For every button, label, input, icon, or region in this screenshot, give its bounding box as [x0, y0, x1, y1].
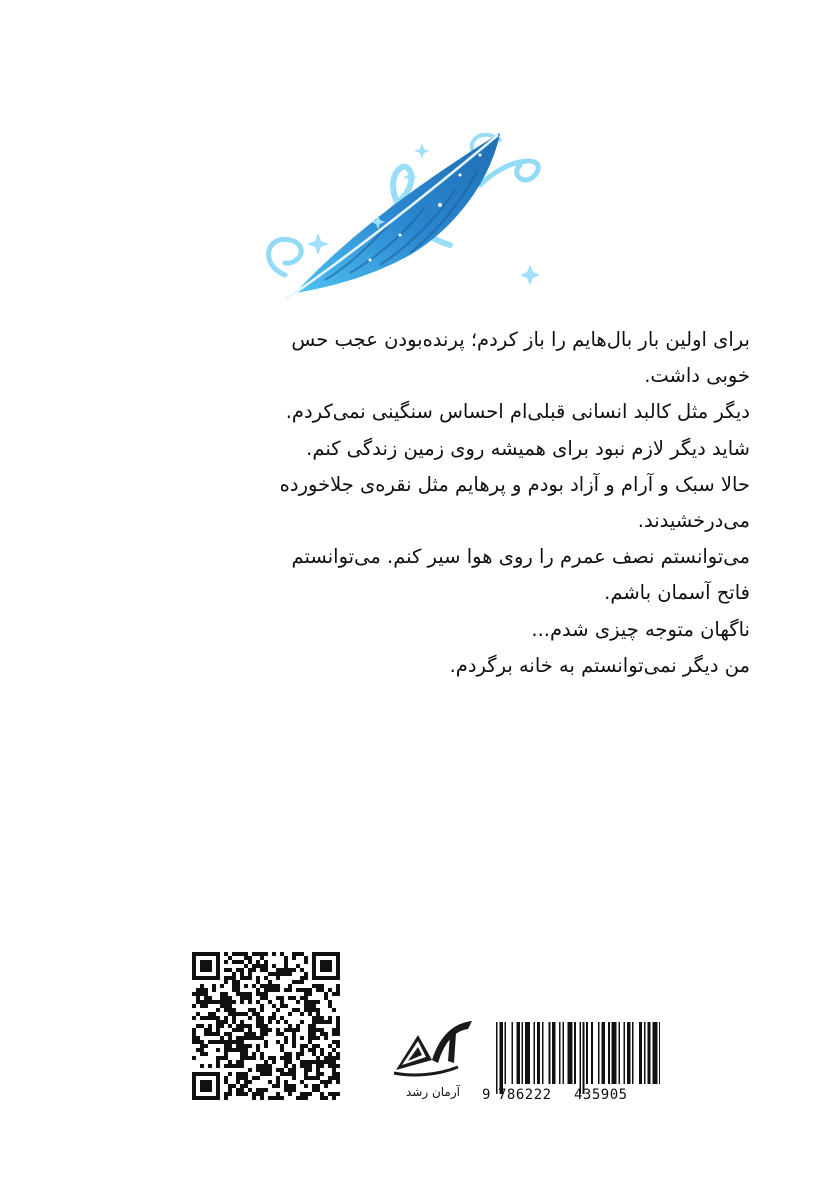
barcode-bar	[499, 1022, 502, 1094]
qr-code-icon	[192, 952, 340, 1100]
barcode-bar	[608, 1022, 610, 1084]
barcode-bar	[618, 1022, 620, 1084]
barcode-left-digits: 786222	[498, 1087, 552, 1103]
barcode-bar	[591, 1022, 593, 1084]
barcode-bar	[579, 1022, 581, 1094]
barcode-bar	[612, 1022, 617, 1084]
isbn-barcode	[482, 1022, 660, 1108]
barcode-bar	[549, 1022, 551, 1084]
barcode-bar	[627, 1022, 630, 1084]
barcode-bar	[542, 1022, 544, 1084]
feather-icon	[230, 115, 570, 315]
barcode-bar	[659, 1022, 660, 1084]
barcode-bar	[496, 1022, 498, 1094]
barcode-bar	[533, 1022, 535, 1084]
open-book-logo-icon	[388, 1015, 478, 1083]
barcode-bar	[639, 1022, 642, 1084]
blurb-line: برای اولین بار بال‌هایم را باز کردم؛ پرنده‌بودن عجب حس	[291, 328, 750, 351]
barcode-bar	[624, 1022, 626, 1084]
barcode-bar	[652, 1022, 657, 1084]
barcode-right-digits: 435905	[574, 1087, 628, 1103]
publisher-logo	[378, 1015, 488, 1110]
blurb-line: دیگر مثل کالبد انسانی قبلی‌ام احساس سنگینی نمی‌کردم.	[285, 400, 750, 424]
publisher-name: آرمان رشد	[406, 1085, 460, 1099]
barcode-bar	[647, 1022, 650, 1084]
feather-illustration	[230, 115, 570, 315]
barcode-bar	[567, 1022, 572, 1084]
blurb-line: خوبی داشت.	[644, 364, 750, 388]
blurb-line: ناگهان متوجه چیزی شدم...	[531, 617, 750, 641]
barcode-bar	[559, 1022, 561, 1084]
blurb-line: من دیگر نمی‌توانستم به خانه برگردم.	[449, 653, 750, 677]
barcode-bar	[516, 1022, 519, 1084]
qr-modules	[192, 952, 340, 1100]
barcode-bar	[505, 1022, 507, 1084]
barcode-first-digit: 9	[482, 1087, 491, 1103]
barcode-bar	[583, 1022, 585, 1094]
barcode-bar	[522, 1022, 524, 1084]
back-cover-blurb	[90, 322, 750, 684]
blurb-line: می‌توانستم نصف عمرم را روی هوا سیر کنم. می‌توانستم	[291, 545, 750, 569]
barcode-bar	[598, 1022, 600, 1084]
blurb-line: فاتح آسمان باشم.	[604, 581, 750, 605]
barcode-bar	[511, 1022, 513, 1084]
blurb-line: شاید دیگر لازم نبود برای همیشه روی زمین زندگی کنم.	[306, 436, 750, 460]
barcode-bar	[562, 1022, 564, 1084]
barcode-bar	[574, 1022, 576, 1084]
blurb-line: حالا سبک و آرام و آزاد بودم و پرهایم مثل نقره‌ی جلاخورده	[279, 472, 750, 496]
barcode-bar	[537, 1022, 540, 1084]
barcode-bar	[552, 1022, 555, 1084]
blurb-line: می‌درخشیدند.	[637, 509, 750, 533]
barcode-bar	[586, 1022, 588, 1084]
barcode-bar	[601, 1022, 604, 1084]
barcode-bar	[632, 1022, 634, 1084]
barcode-bar	[644, 1022, 646, 1084]
barcode-bar	[525, 1022, 530, 1084]
